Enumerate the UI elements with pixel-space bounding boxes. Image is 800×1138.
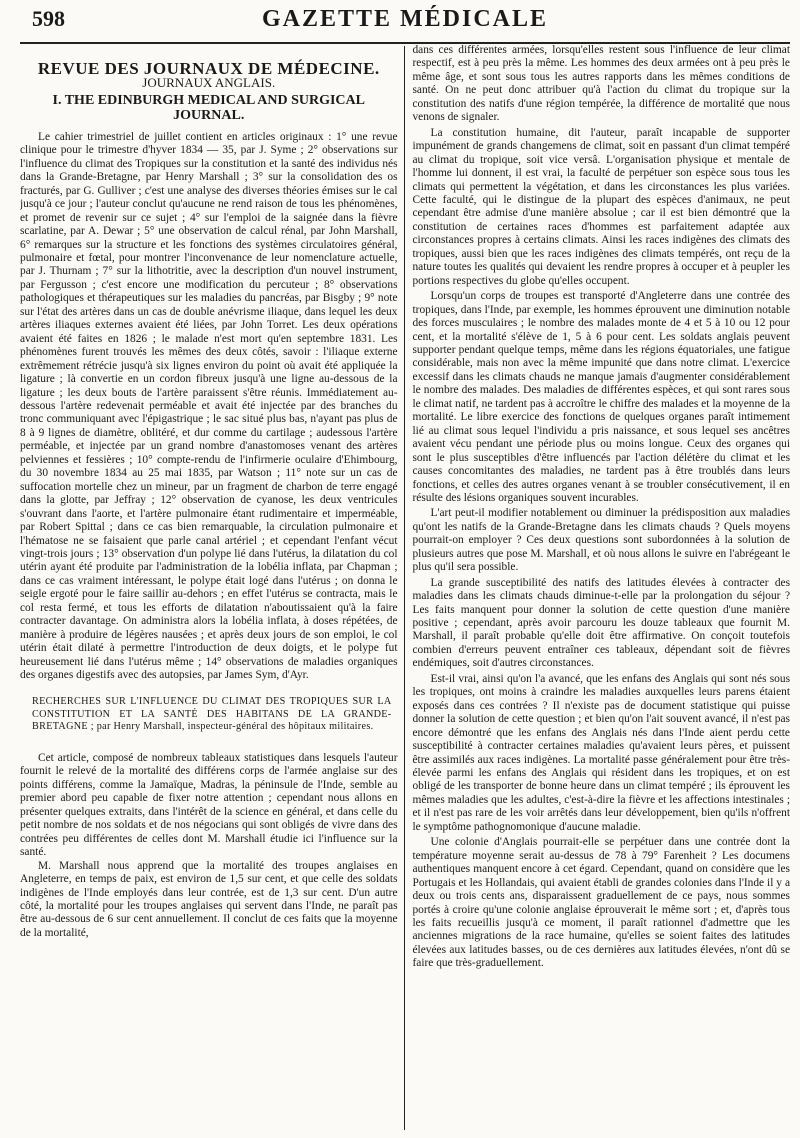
paragraph: Lorsqu'un corps de troupes est transporté d'Angleterre dans une contrée des tropiques, dans l'Inde, par exemple, les hommes éprouvent une diminution notable des forces musculaires ; le nombre des malades monte de 4 et 5 à 10 ou 12 pour cent, et la mortalité s'élève de 1, 5 à 6 pour cent. Les soldats anglais peuvent supporter pendant quelque temps, même dans les régions équatoriales, une fatigue considérable, mais non avec la même impunité que dans notre climat. L'exercice excessif dans les climats chauds ne manque jamais d'augmenter considérablement le nombre des malades. Des maladies de différentes espèces, et qui sont rares sous le climat natif, ne tardent pas à accroître le chiffre des malades et la moyenne de la mortalité. Le libre exercice des fonctions de quelques organes paraît intimement lié au climat sous lequel l'individu a pris naissance, et sous lequel ses ancêtres avaient vécu pendant une période plus ou moins longue. Ceux des organes qui sont le plus susceptibles d'être influencés par l'action délétère du climat et les causes concomitantes des maladies, ne tardent pas à être troublés dans leurs fonctions, et celles des autres organes venant à se troubler consécutivement, il en résulte des lésions organiques souvent incurables. xyxy=(412,290,790,504)
article-title: I. THE EDINBURGH MEDICAL AND SURGICAL JOURNAL. xyxy=(52,92,365,123)
paragraph: Est-il vrai, ainsi qu'on l'a avancé, que les enfans des Anglais qui sont nés sous les tropiques, ont moins à craindre les maladies auxquelles leurs parens étaient exposés dans ces contrées ? Il n'existe pas de document statistique qui puisse donner la solution de cette question ; et bien qu'on l'ait souvent avancé, il n'est pas encore démontré que les enfans des Anglais nés dans l'Inde aient perdu cette susceptibilité à contracter certaines maladies qu'avaient leurs pères, et puissent être assimilés aux races indigènes. La mortalité passe généralement pour être très-élevée parmi les enfans des Anglais qui résident dans les tropiques, et on est obligé de les transporter de bonne heure dans un climat tempéré ; ils éprouvent les mêmes maladies que les adultes, c'est-à-dire la fièvre et les affections intestinales ; et il n'est pas rare de les voir arrêtés dans leur développement, bien qu'ils n'offrent le symptôme pathognomonique d'aucune maladie. xyxy=(412,672,790,833)
right-column xyxy=(404,44,790,1130)
paragraph: Une colonie d'Anglais pourrait-elle se perpétuer dans une contrée dont la température moyenne serait au-dessus de 78 à 79° Farenheit ? Les documens authentiques manquent encore à cet égard. Cependant, quand on considère que les Portugais et les Hollandais, qui avaient établi de grandes colonies dans l'Inde il y a deux ou trois cents ans, disparaissent graduellement de ce pays, nous sommes portés à croire qu'une colonie anglaise éprouverait le même sort ; et, d'après tous les faits recueillis jusqu'à ce moment, il paraît rationnel d'admettre que les anciennes migrations de la race humaine, qu'elles se soient faites des latitudes élevées aux latitudes basses, ou de ces dernières aux latitudes élevées, n'ont dû se faire que très-graduellement. xyxy=(412,836,790,970)
paragraph: Le cahier trimestriel de juillet contient en articles originaux : 1° une revue clinique pour le trimestre d'hyver 1834 — 35, par J. Syme ; 2° observations sur l'influence du climat des Tropiques sur la constitution et la santé des individus nés dans la Grande-Bretagne, par Henry Marshall ; 3° sur la consolidation des os fracturés, par G. Gulliver ; c'est une analyse des diverses théories émises sur le cal jusqu'à ce jour ; l'auteur conclut qu'aucune ne rend raison de tous les phénomènes, et promet de revenir sur ce sujet ; 4° sur l'emploi de la saignée dans la fièvre scarlatine, par A. Dewar ; 5° une observation de calcul rénal, par John Marshall, 6° remarques sur la structure et les fonctions des systèmes circulatoires général, pulmonaire et fœtal, pour montrer l'inconvenance de leur nomenclature actuelle, par J. Thurnam ; 7° sur la lithotritie, avec la description d'un nouvel instrument, par Fergusson ; c'est encore une modification du percuteur ; 8° observations pathologiques et thérapeutiques sur les maladies du pancréas, par Bisgby ; 9° note sur l'état des artères dans un cas de double anévrisme iliaque, dans lequel les deux artères iliaques externes avaient été liées, par John Torret. Les deux opérations avaient été faites en 1826 ; le malade n'est mort qu'en septembre 1831. Les phénomènes furent trouvés les mêmes des deux côtés, savoir : l'iliaque externe extrêmement rétrécie jusqu'à six lignes environ du point où avait été appliquée la ligature ; là convertie en un cordon fibreux jusqu'à une ligne au-dessous de la ligature ; les deux bouts de l'artère paraissent s'être réunis. Immédiatement au-dessous l'artère redevenait perméable et avait été injectée par des branches du tronc communiquant avec l'épigastrique ; le sac situé plus bas, n'ayant pas plus de 8 à 9 lignes de diamètre, oblitéré, et dur comme du cartilage ; audessous l'artère perméable, et injectée par un grand nombre d'anastomoses venant des artères pelviennes et fessières ; 10° compte-rendu de l'infirmerie oculaire d'Ehimbourg, du 30 novembre 1834 au 25 mai 1835, par Watson ; 11° note sur un cas de suffocation mortelle chez un mineur, par un fragment de charbon de terre engagé dans la glotte, par Jeffray ; 12° observation de cyanose, les deux ventricules s'ouvrant dans l'aorte, et l'artère pulmonaire étant rudimentaire et imperméable, par Robert Spittal ; dans ce cas bien remarquable, la circulation pulmonaire et l'hématose ne se faisaient que parle canal artériel ; et cependant l'enfant vécut vingt-trois jours ; 13° observation d'un polype lié dans l'utérus, la dilatation du col utérin ayant été produite par l'administration de la lobélia inflata, par Chapman ; dans ce cas vraiment intéressant, le polype était logé dans l'utérus ; on donna le seigle ergoté pour le faire saillir au-dehors ; en effet l'utérus se contracta, mais le col resta fermé, et tous les efforts de dilatation n'aboutissaient qu'à la faire contracter davantage. On administra alors la lobélia inflata, à doses répétées, de manière à produire de légères nausées ; et après deux jours de son emploi, le col utérin était dilaté à permettre l'introduction de deux doigts, et le polype fut heureusement lié dans l'utérus même ; 14° observations de maladies organiques des organes digestifs avec des autopsies, par James Sym, d'Ayr. xyxy=(20,130,398,682)
page-number: 598 xyxy=(32,6,65,31)
journal-title: GAZETTE MÉDICALE xyxy=(261,6,549,32)
paragraph: La constitution humaine, dit l'auteur, paraît incapable de supporter impunément de grands changemens de climat, soit en passant d'un climat tempéré au climat du tropique, soit vice versâ. L'organisation physique et mentale de l'homme lui donnent, il est vrai, la faculté de perpétuer son espèce sous tous les climats qui permettent la végétation, et dans les circonstances les plus variées. Cette faculté, qui le distingue de la plupart des espèces d'animaux, ne peut cependant être admise d'une manière absolue ; car il est bien démontré que la constitution de certaines races d'hommes est parfaitement adaptée aux circonstances propres à certains climats. Ainsi les races indigènes des climats des tropiques, aussi bien que les races indigènes des climats tempérés, ont reçu de la nature toutes les qualités qui devaient les rendre propres à occuper et à peupler les portions respectives du globe qu'elles occupent. xyxy=(412,126,790,287)
research-title: RECHERCHES SUR L'INFLUENCE DU CLIMAT DES TROPIQUES SUR LA CONSTITUTION ET LA SANTÉ DES HABITANS DE LA GRANDE-BRETAGNE ; par Henry Marshall, inspecteur-général des hôpitaux militaires. xyxy=(32,696,392,733)
page-header xyxy=(20,0,790,44)
paragraph: La grande susceptibilité des natifs des latitudes élevées à contracter des maladies dans les climats chauds diminue-t-elle par la prolongation du séjour ? Les faits manquent pour donner la solution de cette question d'une manière positive ; cependant, après avoir parcouru les douze tableaux que fournit M. Marshall, il paraît probable qu'elle doit être affirmative. On conçoit toutefois combien d'erreurs peuvent entraîner ces tableaux, dépendant soit de fièvres endémiques, soit d'autres circonstances. xyxy=(412,576,790,670)
paragraph: M. Marshall nous apprend que la mortalité des troupes anglaises en Angleterre, en temps de paix, est environ de 1,5 sur cent, et que celle des soldats indigènes de l'Inde employés dans leur contrée, est de 1,3 sur cent. D'un autre côté, la mortalité pour les troupes anglaises qui servent dans l'Inde, ne paraît pas être au-dessous de 6 sur cent annuellement. Il conclut de ces faits que la moyenne de la mortalité, xyxy=(20,859,398,939)
paragraph: L'art peut-il modifier notablement ou diminuer la prédisposition aux maladies qu'ont les natifs de la Grande-Bretagne dans les climats chauds ? Quels moyens pourrait-on employer ? Ces deux questions sont subordonnées à la solution de plusieurs autres que pose M. Marshall, et où nous allons le suivre en l'abrégeant le plus qu'il sera possible. xyxy=(412,507,790,574)
paragraph: Cet article, composé de nombreux tableaux statistiques dans lesquels l'auteur fournit le relevé de la mortalité des différens corps de l'armée anglaise sur des points différens, comme la Jamaïque, Madras, la péninsule de l'Inde, semble au premier abord peu capable de fixer notre attention ; cependant nous allons en présenter quelques extraits, dans l'intérêt de la science en général, et dans celle du petit nombre de nos soldats et de nos négocians qui sont obligés de vivre dans des contrées peu différentes de celles dont M. Marshall étudie ici l'influence sur la santé. xyxy=(20,751,398,859)
article-columns xyxy=(20,44,790,1130)
left-column xyxy=(20,44,404,1130)
section-title: REVUE DES JOURNAUX DE MÉDECINE. xyxy=(37,59,380,78)
paragraph: dans ces différentes armées, lorsqu'elles restent sous l'influence de leur climat respectif, est à peu près la même. Les hommes des deux armées ont à peu près le même âge, et sont sous tous les autres rapports dans les mêmes conditions de santé. On ne peut donc attribuer qu'à l'action du climat du tropique sur la constitution des natifs d'une région tempérée, la différence de mortalité que nous venons de signaler. xyxy=(412,44,790,124)
subsection-title: JOURNAUX ANGLAIS. xyxy=(142,75,276,91)
